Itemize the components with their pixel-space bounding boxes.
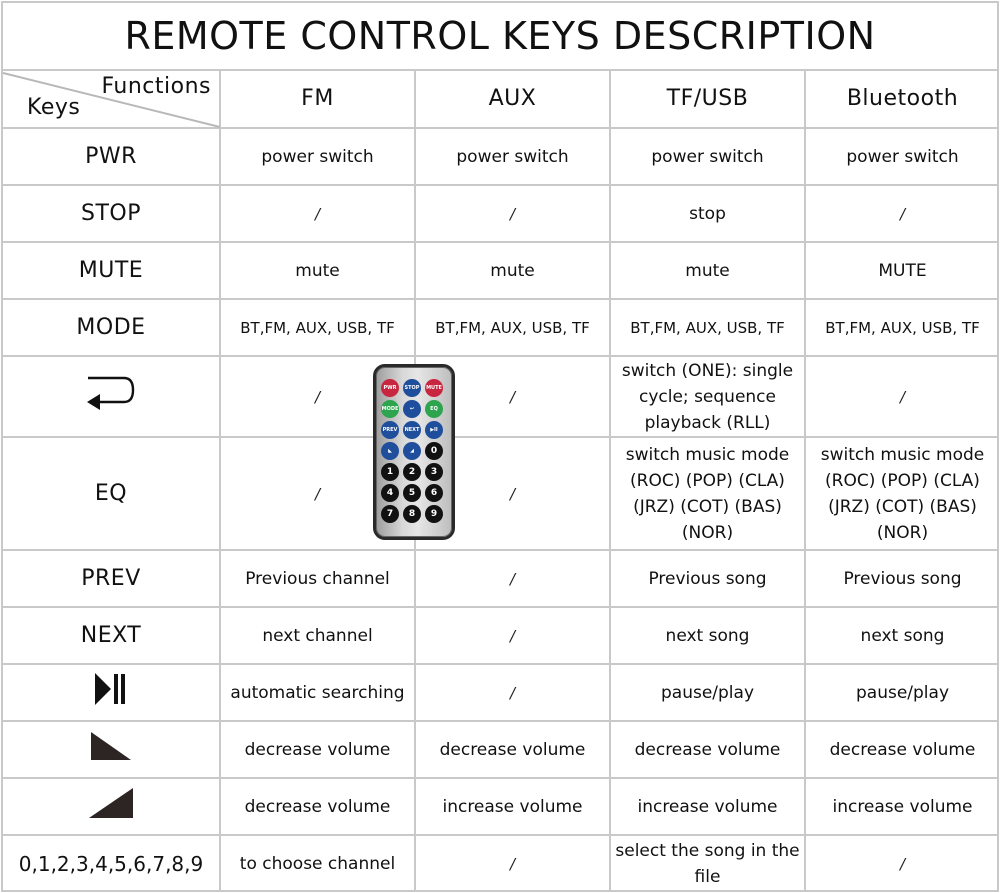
remote-button: 0 [425, 442, 443, 460]
cell: power switch [220, 128, 415, 185]
cell: / [415, 835, 610, 892]
keys-table [3, 71, 999, 892]
cell: BT,FM, AUX, USB, TF [805, 299, 999, 356]
cell: / [415, 185, 610, 242]
table-row [3, 128, 999, 185]
functions-label: Functions [101, 74, 211, 99]
remote-control-image [373, 364, 455, 540]
remote-button: EQ [425, 400, 443, 418]
cell: mute [610, 242, 805, 299]
cell: / [415, 550, 610, 607]
cell: stop [610, 185, 805, 242]
cell: decrease volume [220, 721, 415, 778]
cell: / [415, 356, 610, 437]
remote-button-grid [381, 379, 443, 523]
table-row [3, 835, 999, 892]
cell: BT,FM, AUX, USB, TF [610, 299, 805, 356]
cell: pause/play [610, 664, 805, 721]
cell: / [220, 185, 415, 242]
cell: BT,FM, AUX, USB, TF [220, 299, 415, 356]
remote-keys-sheet [1, 1, 999, 892]
remote-button: ▶II [425, 421, 443, 439]
cell: / [220, 356, 415, 437]
remote-button: MUTE [425, 379, 443, 397]
table-row [3, 356, 999, 437]
cell: switch music mode (ROC) (POP) (CLA) (JRZ) (COT) (BAS) (NOR) [805, 437, 999, 550]
keys-label: Keys [27, 95, 81, 120]
cell: / [415, 664, 610, 721]
cell: / [805, 356, 999, 437]
cell: switch music mode (ROC) (POP) (CLA) (JRZ) (COT) (BAS) (NOR) [610, 437, 805, 550]
remote-button: 7 [381, 505, 399, 523]
key-eq: EQ [3, 437, 220, 550]
remote-button: 6 [425, 484, 443, 502]
column-header-tf-usb: TF/USB [610, 71, 805, 128]
cell: mute [220, 242, 415, 299]
play-pause-icon [94, 671, 128, 714]
remote-button: 2 [403, 463, 421, 481]
remote-button: STOP [403, 379, 421, 397]
remote-button: PWR [381, 379, 399, 397]
remote-button: 5 [403, 484, 421, 502]
cell: increase volume [610, 778, 805, 835]
cell: switch (ONE): single cycle; sequence playback (RLL) [610, 356, 805, 437]
cell: / [805, 185, 999, 242]
cell: mute [415, 242, 610, 299]
cell: decrease volume [610, 721, 805, 778]
cell: next song [610, 607, 805, 664]
cell: increase volume [805, 778, 999, 835]
cell: BT,FM, AUX, USB, TF [415, 299, 610, 356]
key-volume-down [3, 721, 220, 778]
cell: select the song in the file [610, 835, 805, 892]
remote-button: NEXT [403, 421, 421, 439]
cell: Previous channel [220, 550, 415, 607]
remote-button: 9 [425, 505, 443, 523]
column-header-fm: FM [220, 71, 415, 128]
key-repeat [3, 356, 220, 437]
key-digits: 0,1,2,3,4,5,6,7,8,9 [3, 835, 220, 892]
cell: decrease volume [805, 721, 999, 778]
cell: Previous song [805, 550, 999, 607]
table-row [3, 664, 999, 721]
remote-button: PREV [381, 421, 399, 439]
volume-up-icon [88, 787, 134, 826]
column-header-aux: AUX [415, 71, 610, 128]
remote-button: ◢ [403, 442, 421, 460]
table-row [3, 607, 999, 664]
header-row [3, 71, 999, 128]
table-row [3, 299, 999, 356]
remote-button: 3 [425, 463, 443, 481]
key-prev: PREV [3, 550, 220, 607]
table-row [3, 185, 999, 242]
page-title: REMOTE CONTROL KEYS DESCRIPTION [3, 3, 997, 71]
cell: / [805, 835, 999, 892]
remote-button: MODE [381, 400, 399, 418]
table-row [3, 721, 999, 778]
cell: decrease volume [220, 778, 415, 835]
cell: MUTE [805, 242, 999, 299]
table-row [3, 437, 999, 550]
cell: / [220, 437, 415, 550]
remote-button: 1 [381, 463, 399, 481]
corner-header [3, 71, 220, 128]
key-stop: STOP [3, 185, 220, 242]
table-row [3, 778, 999, 835]
table-row [3, 242, 999, 299]
remote-button: 8 [403, 505, 421, 523]
remote-button: ◣ [381, 442, 399, 460]
cell: Previous song [610, 550, 805, 607]
key-mode: MODE [3, 299, 220, 356]
cell: power switch [415, 128, 610, 185]
cell: to choose channel [220, 835, 415, 892]
cell: / [415, 607, 610, 664]
cell: pause/play [805, 664, 999, 721]
cell: automatic searching [220, 664, 415, 721]
key-pwr: PWR [3, 128, 220, 185]
key-play-pause [3, 664, 220, 721]
cell: / [415, 437, 610, 550]
key-volume-up [3, 778, 220, 835]
volume-down-icon [90, 731, 132, 768]
cell: power switch [805, 128, 999, 185]
cell: next song [805, 607, 999, 664]
remote-button: ↩ [403, 400, 421, 418]
cell: next channel [220, 607, 415, 664]
key-mute: MUTE [3, 242, 220, 299]
remote-button: 4 [381, 484, 399, 502]
cell: decrease volume [415, 721, 610, 778]
table-row [3, 550, 999, 607]
return-arrow-icon [86, 376, 136, 417]
column-header-bluetooth: Bluetooth [805, 71, 999, 128]
cell: power switch [610, 128, 805, 185]
key-next: NEXT [3, 607, 220, 664]
cell: increase volume [415, 778, 610, 835]
